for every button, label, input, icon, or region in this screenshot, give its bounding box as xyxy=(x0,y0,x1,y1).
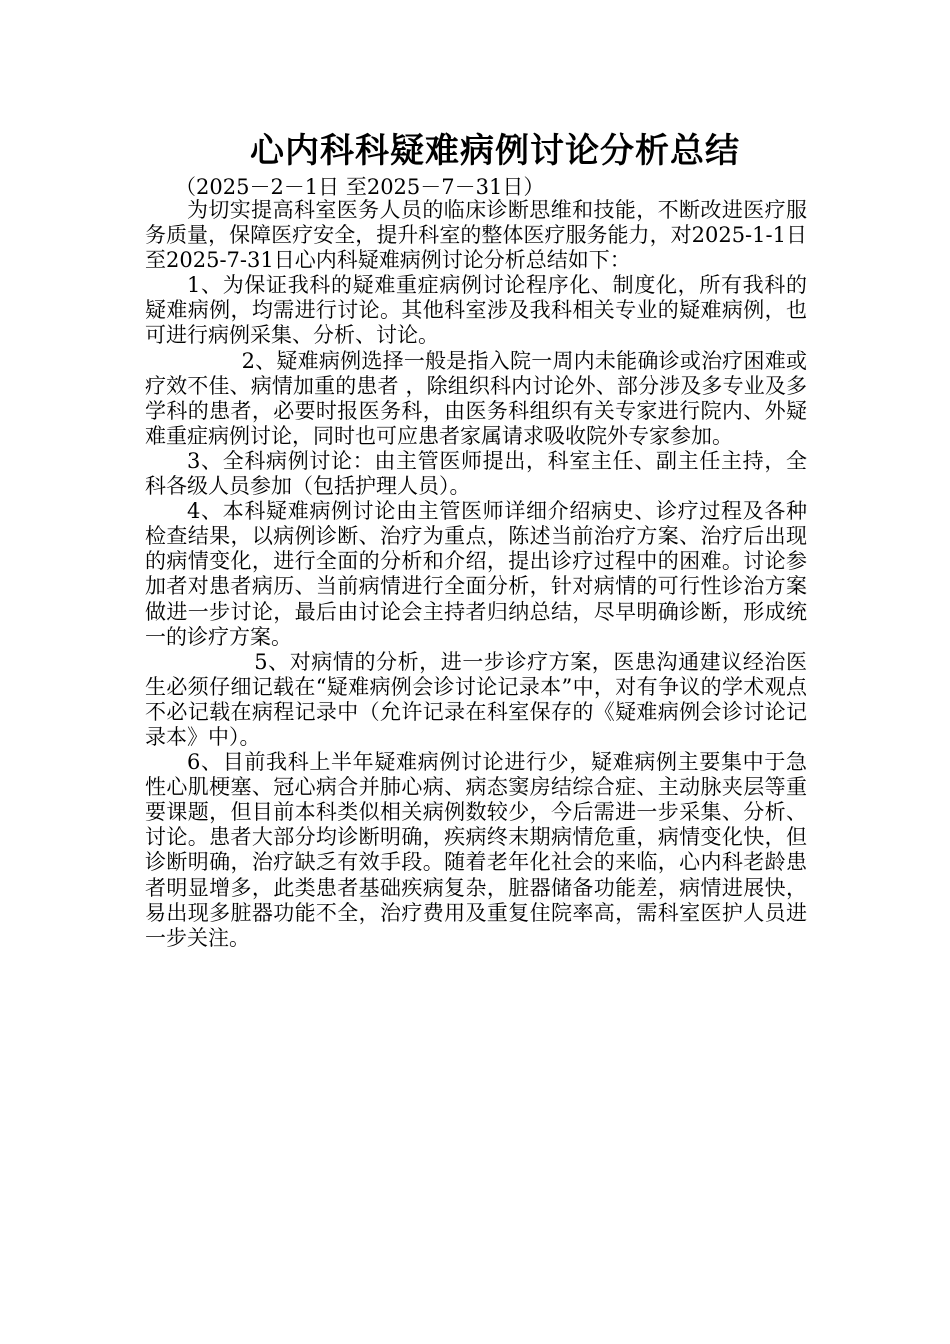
paragraph-6: 6、目前我科上半年疑难病例讨论进行少，疑难病例主要集中于急性心肌梗塞、冠心病合并肺心病、病态窦房结综合症、主动脉夹层等重要课题，但目前本科类似相关病例数较少，今后需进一步采集、分析、讨论。患者大部分均诊断明确，疾病终末期病情危重，病情变化快，但诊断明确，治疗缺乏有效手段。随着老年化社会的来临，心内科老龄患者明显增多，此类患者基础疾病复杂，脏器储备功能差，病情进展快，易出现多脏器功能不全，治疗费用及重复住院率高，需科室医护人员进一步关注。 xyxy=(145,750,807,950)
paragraph-2: 2、疑难病例选择一般是指入院一周内未能确诊或治疗困难或疗效不佳、病情加重的患者 ，除组织科内讨论外、部分涉及多专业及多学科的患者，必要时报医务科，由医务科组织有关专家进行院内、外疑难重症病例讨论，同时也可应患者家属请求吸收院外专家参加。 xyxy=(145,348,807,448)
paragraph-4: 4、本科疑难病例讨论由主管医师详细介绍病史、诊疗过程及各种检查结果，以病例诊断、治疗为重点，陈述当前治疗方案、治疗后出现的病情变化，进行全面的分析和介绍，提出诊疗过程中的困难。讨论参加者对患者病历、当前病情进行全面分析，针对病情的可行性诊治方案做进一步讨论，最后由讨论会主持者归纳总结，尽早明确诊断，形成统一的诊疗方案。 xyxy=(145,499,807,649)
paragraph-5: 5、对病情的分析，进一步诊疗方案，医患沟通建议经治医生必须仔细记载在“疑难病例会诊讨论记录本”中，对有争议的学术观点不必记载在病程记录中（允许记录在科室保存的《疑难病例会诊讨论记录本》中）。 xyxy=(145,649,807,749)
intro-paragraph: 为切实提高科室医务人员的临床诊断思维和技能，不断改进医疗服务质量，保障医疗安全，提升科室的整体医疗服务能力，对2025-1-1日 至2025-7-31日心内科疑难病例讨论分析总结如下： xyxy=(145,198,807,273)
document-title: 心内科科疑难病例讨论分析总结 xyxy=(250,131,740,171)
paragraph-3: 3、全科病例讨论：由主管医师提出，科室主任、副主任主持，全科各级人员参加（包括护理人员）。 xyxy=(145,448,807,499)
paragraph-1: 1、为保证我科的疑难重症病例讨论程序化、制度化，所有我科的疑难病例，均需进行讨论。其他科室涉及我科相关专业的疑难病例，也可进行病例采集、分析、讨论。 xyxy=(145,273,807,348)
date-range: （2025－2－1日 至2025－7－31日） xyxy=(175,175,545,199)
document-body xyxy=(145,198,807,951)
